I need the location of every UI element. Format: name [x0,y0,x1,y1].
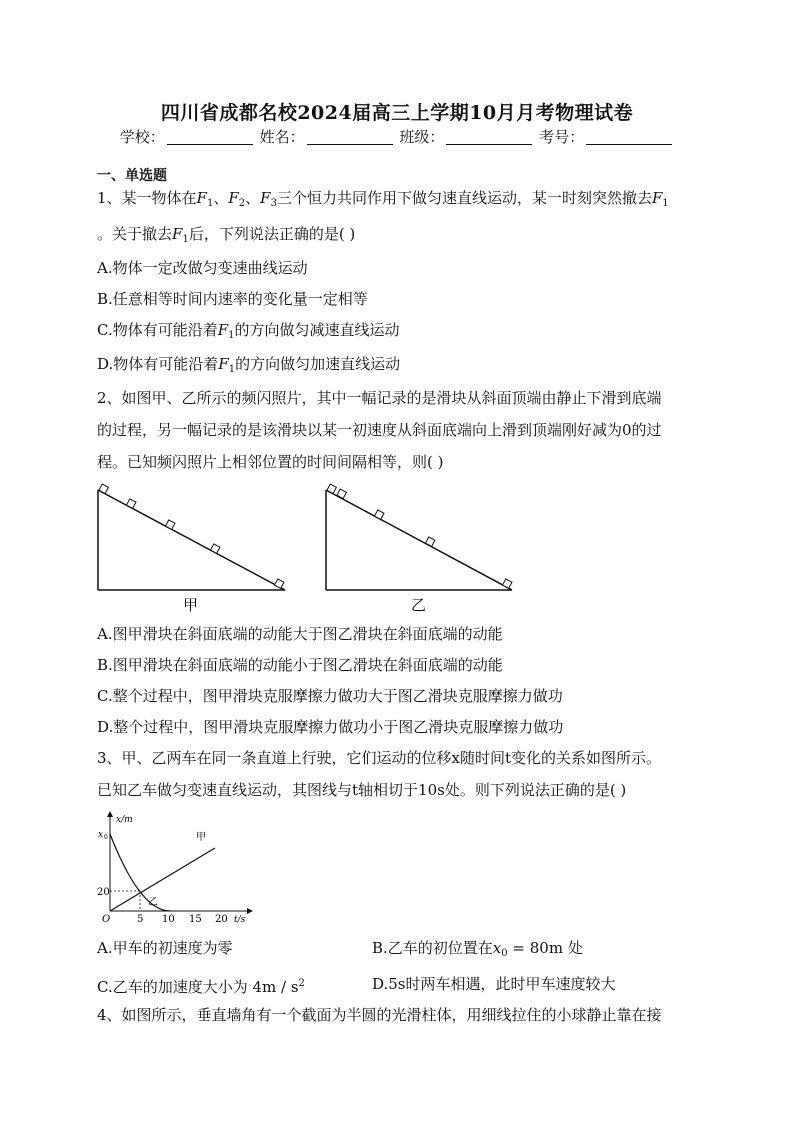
origin-label: O [102,914,111,925]
q2-stem-line2: 的过程，另一幅记录的是该滑块以某一初速度从斜面底端向上滑到顶端刚好减为0的过 [97,421,662,439]
y-axis-label: x/m [116,815,133,825]
q2-stem-line1: 2、如图甲、乙所示的频闪照片，其中一幅记录的是滑块从斜面顶端由静止下滑到底端 [97,389,662,407]
q3-stem-line2: 已知乙车做匀变速直线运动，其图线与t轴相切于10s处。则下列说法正确的是( ) [97,781,627,799]
q3-option-a[interactable]: A.甲车的初速度为零 [97,939,233,957]
q3-xt-graph [95,808,255,928]
incline-figure-yi [326,484,512,614]
school-blank[interactable] [167,130,253,145]
q1-option-c[interactable]: C.物体有可能沿着$F_1$的方向做匀减速直线运动 [97,321,400,341]
exam-title: 四川省成都名校2024届高三上学期10月月考物理试卷 [160,102,634,124]
q2-option-a[interactable]: A.图甲滑块在斜面底端的动能大于图乙滑块在斜面底端的动能 [97,625,503,643]
class-blank[interactable] [446,130,532,145]
x0-sub: 0 [104,834,108,841]
incline-figure-jia [98,484,285,614]
x-axis-label: t/s [234,915,246,925]
school-label: 学校： [119,128,165,146]
name-blank[interactable] [307,130,393,145]
q1-option-a[interactable]: A.物体一定改做匀变速曲线运动 [97,259,308,277]
q3-stem-line1: 3、甲、乙两车在同一条直道上行驶，它们运动的位移x随时间t变化的关系如图所示。 [97,749,662,767]
line-jia [110,848,215,911]
q3-option-d[interactable]: D.5s时两车相遇，此时甲车速度较大 [372,975,616,993]
x-tick-10: 10 [162,914,175,925]
q1-option-b[interactable]: B.任意相等时间内速率的变化量一定相等 [97,290,368,308]
q3-option-b[interactable]: B.乙车的初位置在$x_0 = 80m$ 处 [372,939,583,959]
q3-option-c[interactable]: C.乙车的加速度大小为 $4m / s^2$ [97,978,305,996]
q2-stem-line3: 程。已知频闪照片上相邻位置的时间间隔相等，则( ) [97,453,444,471]
q2-option-b[interactable]: B.图甲滑块在斜面底端的动能小于图乙滑块在斜面底端的动能 [97,656,503,674]
label-yi: 乙 [148,897,158,908]
x0-label: x [98,830,104,840]
exam-number-blank[interactable] [586,130,672,145]
q2-incline-figures [90,480,530,620]
q4-stem-line1: 4、如图所示，垂直墙角有一个截面为半圆的光滑柱体，用细线拉住的小球静止靠在接 [97,1006,662,1024]
x-tick-15: 15 [189,914,202,925]
class-label: 班级： [399,128,445,146]
q1-stem-line2: 。关于撤去$F_1$后，下列说法正确的是( ) [97,225,356,245]
q2-option-c[interactable]: C.整个过程中，图甲滑块克服摩擦力做功大于图乙滑块克服摩擦力做功 [97,687,563,705]
figure-label-yi: 乙 [411,596,427,614]
y-tick-20: 20 [97,887,110,898]
x-tick-5: 5 [137,914,144,925]
q2-option-d[interactable]: D.整个过程中，图甲滑块克服摩擦力做功小于图乙滑块克服摩擦力做功 [97,718,564,736]
figure-label-jia: 甲 [183,596,199,614]
q1-stem-line1: 1、某一物体在$F_1$、$F_2$、$F_3$三个恒力共同作用下做匀速直线运动，某一时刻突然撤去$F_1$ [97,189,669,209]
student-info-row [0,126,794,147]
x-tick-20: 20 [215,914,228,925]
exam-number-label: 考号： [539,128,585,146]
name-label: 姓名： [259,128,305,146]
label-jia: 甲 [196,832,206,843]
q1-option-d[interactable]: D.物体有可能沿着$F_1$的方向做匀加速直线运动 [97,355,401,375]
section-heading: 一、单选题 [97,168,167,184]
